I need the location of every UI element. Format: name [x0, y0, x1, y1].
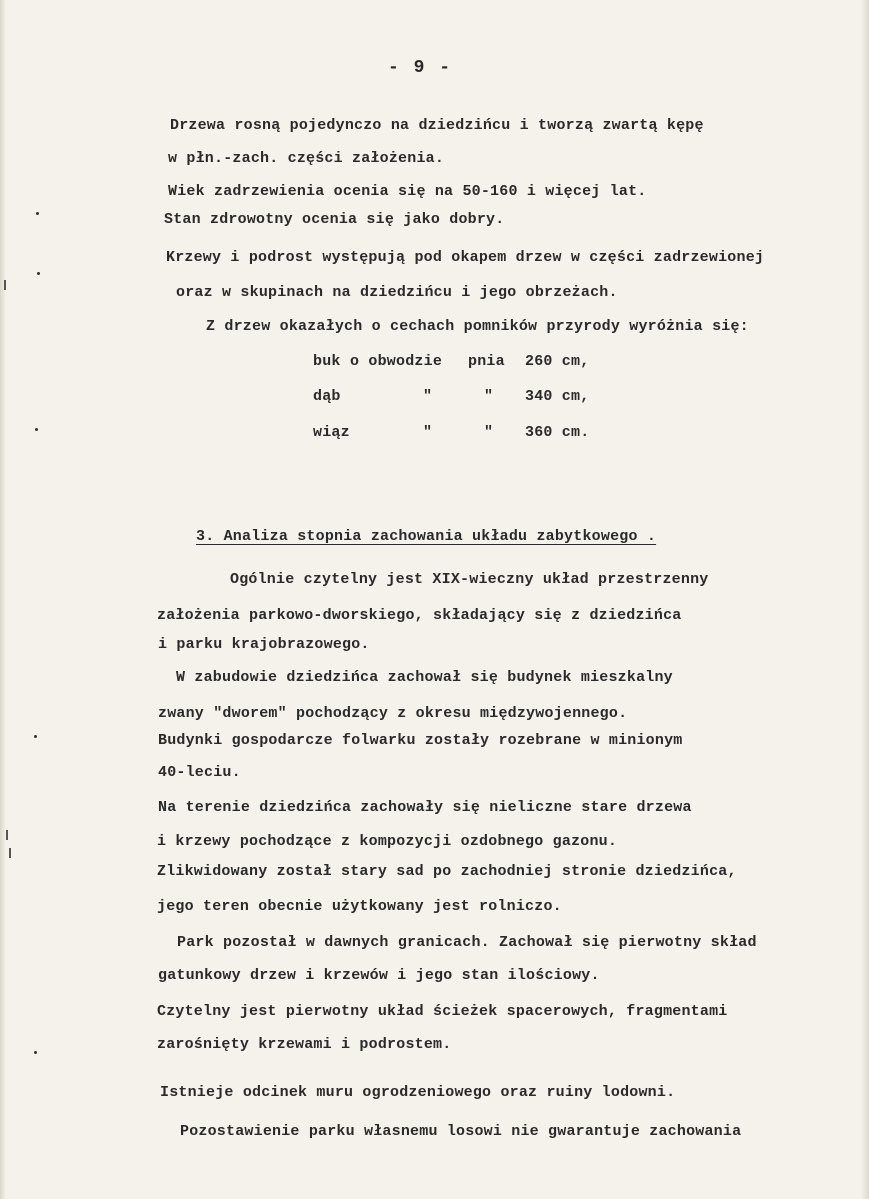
section-line: i parku krajobrazowego. — [158, 636, 370, 653]
tree-name: dąb — [313, 388, 341, 405]
paragraph-line: Stan zdrowotny ocenia się jako dobry. — [164, 211, 505, 228]
margin-tick — [9, 848, 11, 858]
section-line: W zabudowie dziedzińca zachował się budynek mieszkalny — [176, 669, 673, 686]
section-line: 40-leciu. — [158, 764, 241, 781]
tree-ditto: pnia — [468, 353, 505, 370]
section-heading: 3. Analiza stopnia zachowania układu zabytkowego . — [196, 528, 657, 545]
tree-value: 340 cm, — [525, 388, 590, 405]
margin-dot — [36, 212, 39, 215]
margin-dot — [35, 428, 38, 431]
tree-value: 260 cm, — [525, 353, 590, 370]
section-line: jego teren obecnie użytkowany jest rolniczo. — [157, 898, 562, 915]
tree-ditto: " — [484, 388, 494, 405]
paragraph-line: oraz w skupinach na dziedzińcu i jego obrzeżach. — [176, 284, 618, 301]
tree-ditto: " — [484, 424, 494, 441]
margin-tick — [4, 280, 6, 290]
paragraph-line: Z drzew okazałych o cechach pomników przyrody wyróżnia się: — [206, 318, 749, 335]
tree-ditto: " — [423, 388, 433, 405]
section-line: Na terenie dziedzińca zachowały się nieliczne stare drzewa — [158, 799, 692, 816]
margin-dot — [34, 1051, 37, 1054]
section-line: Istnieje odcinek muru ogrodzeniowego oraz ruiny lodowni. — [160, 1084, 676, 1101]
page-number: - 9 - — [388, 58, 453, 78]
section-line: Czytelny jest pierwotny układ ścieżek spacerowych, fragmentami — [157, 1003, 728, 1020]
tree-name: wiąz — [313, 424, 350, 441]
tree-ditto: o obwodzie — [350, 353, 443, 370]
margin-dot — [34, 735, 37, 738]
section-line: Park pozostał w dawnych granicach. Zachował się pierwotny skład — [177, 934, 757, 951]
margin-tick — [6, 830, 8, 840]
section-line: zarośnięty krzewami i podrostem. — [157, 1036, 452, 1053]
paragraph-line: Drzewa rosną pojedynczo na dziedzińcu i tworzą zwartą kępę — [170, 117, 704, 134]
section-line: gatunkowy drzew i krzewów i jego stan ilościowy. — [158, 967, 600, 984]
left-edge-shadow — [0, 0, 6, 1199]
paragraph-line: w płn.-zach. części założenia. — [168, 150, 445, 167]
tree-value: 360 cm. — [525, 424, 590, 441]
margin-dot — [37, 272, 40, 275]
paragraph-line: Krzewy i podrost występują pod okapem drzew w części zadrzewionej — [166, 249, 765, 266]
section-line: i krzewy pochodzące z kompozycji ozdobnego gazonu. — [157, 833, 618, 850]
tree-name: buk — [313, 353, 341, 370]
section-line: założenia parkowo-dworskiego, składający się z dziedzińca — [157, 607, 682, 624]
section-line: Zlikwidowany został stary sad po zachodniej stronie dziedzińca, — [157, 863, 737, 880]
section-line: Budynki gospodarcze folwarku zostały rozebrane w minionym — [158, 732, 683, 749]
tree-ditto: " — [423, 424, 433, 441]
section-line: Ogólnie czytelny jest XIX-wieczny układ przestrzenny — [230, 571, 709, 588]
right-edge-shadow — [861, 0, 869, 1199]
section-line: Pozostawienie parku własnemu losowi nie gwarantuje zachowania — [180, 1123, 742, 1140]
paragraph-line: Wiek zadrzewienia ocenia się na 50-160 i więcej lat. — [168, 183, 647, 200]
section-line: zwany "dworem" pochodzący z okresu międzywojennego. — [158, 705, 628, 722]
